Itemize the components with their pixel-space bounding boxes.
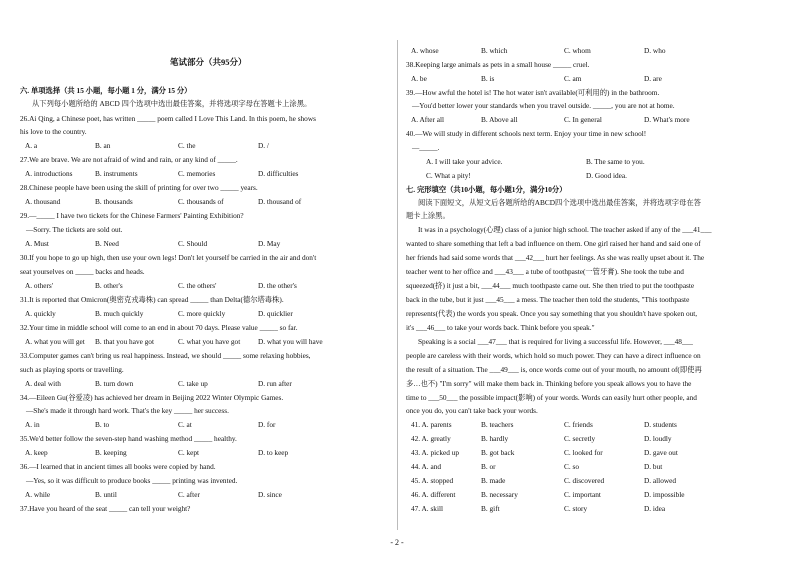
answer-option: D. who: [644, 46, 666, 55]
answer-option: C. take up: [178, 379, 208, 388]
answer-option: A. what you will get: [25, 337, 85, 346]
text-line: teacher went to her office and ___43___ a tube of toothpaste(一管牙膏). She took the tube and: [406, 267, 684, 276]
answer-option: B. hardly: [481, 434, 509, 443]
answer-option: C. am: [564, 74, 582, 83]
text-line: —You'd better lower your standards when you travel outside. _____, you are not at home.: [412, 101, 675, 110]
answer-option: B. is: [481, 74, 495, 83]
answer-option: D. Good idea.: [586, 171, 627, 180]
answer-option: B. The same to you.: [586, 157, 645, 166]
section-heading: 六. 单项选择（共 15 小题，每小题 1 分，满分 15 分）: [20, 86, 192, 95]
answer-option: D. but: [644, 462, 663, 471]
text-line: 36.—I learned that in ancient times all books were copied by hand.: [20, 462, 216, 471]
answer-option: B. an: [95, 141, 111, 150]
text-line: 多…也不) "I'm sorry" will make them back in. Thinking before you speak allows you to have the: [406, 379, 692, 388]
answer-option: C. kept: [178, 448, 200, 457]
answer-option: C. so: [564, 462, 580, 471]
answer-option: D. the other's: [258, 281, 297, 290]
answer-option: 43. A. picked up: [411, 448, 460, 457]
answer-option: A. while: [25, 490, 51, 499]
answer-option: B. or: [481, 462, 496, 471]
text-line: 28.Chinese people have been using the skill of printing for over two _____ years.: [20, 183, 258, 192]
text-line: Speaking is a social ___47___ that is required for living a successful life. However, ___48___: [418, 337, 693, 346]
answer-option: C. friends: [564, 420, 593, 429]
answer-option: C. Should: [178, 239, 208, 248]
text-line: 29.—_____ I have two tickets for the Chinese Farmers' Painting Exhibition?: [20, 211, 244, 220]
text-line: —_____.: [412, 143, 440, 152]
text-line: It was in a psychology(心理) class of a junior high school. The teacher asked if any of the ___41___: [418, 225, 712, 234]
text-line: 32.Your time in middle school will come to an end in about 70 days. Please value _____ so far.: [20, 323, 298, 332]
answer-option: C. what you have got: [178, 337, 241, 346]
answer-option: 46. A. different: [411, 490, 456, 499]
answer-option: B. which: [481, 46, 508, 55]
answer-option: D. loudly: [644, 434, 672, 443]
answer-option: A. I will take your advice.: [426, 157, 503, 166]
answer-option: 47. A. skill: [411, 504, 444, 513]
answer-option: A. others': [25, 281, 54, 290]
text-line: represents(代表) the words you speak. Once you say something that you shouldn't have spoken out,: [406, 309, 698, 318]
answer-option: A. be: [411, 74, 427, 83]
answer-option: B. made: [481, 476, 506, 485]
answer-option: 41. A. parents: [411, 420, 452, 429]
answer-option: D. difficulties: [258, 169, 299, 178]
answer-option: B. until: [95, 490, 117, 499]
text-line: 30.If you hope to go up high, then use your own legs! Don't let yourself be carried in the air and don't: [20, 253, 317, 262]
answer-option: C. the others': [178, 281, 217, 290]
page-number: - 2 -: [390, 538, 404, 547]
answer-option: D. are: [644, 74, 662, 83]
answer-option: B. teachers: [481, 420, 514, 429]
text-line: —She's made it through hard work. That's the key _____ her success.: [26, 406, 229, 415]
text-line: seat yourselves on _____ backs and heads.: [20, 267, 145, 276]
text-line: 33.Computer games can't bring us real happiness. Instead, we should _____ some relaxing hobbies,: [20, 351, 311, 360]
text-line: once you do, you can't take back your words.: [406, 406, 538, 415]
answer-option: B. instruments: [95, 169, 138, 178]
answer-option: C. more quickly: [178, 309, 226, 318]
text-line: 40.—We will study in different schools next term. Enjoy your time in new school!: [406, 129, 647, 138]
answer-option: B. to: [95, 420, 110, 429]
answer-option: B. turn down: [95, 379, 134, 388]
answer-option: A. introductions: [25, 169, 73, 178]
answer-option: A. Must: [25, 239, 49, 248]
answer-option: D. since: [258, 490, 282, 499]
answer-option: C. after: [178, 490, 200, 499]
text-line: 从下列每小题所给的 ABCD 四个选项中选出最佳答案，并将选项字母在答题卡上涂黑。: [32, 99, 312, 108]
answer-option: D. allowed: [644, 476, 677, 485]
answer-option: A. whose: [411, 46, 439, 55]
answer-option: B. gift: [481, 504, 500, 513]
text-line: 题卡上涂黑。: [406, 211, 450, 220]
answer-option: A. thousand: [25, 197, 61, 206]
answer-option: 44. A. and: [411, 462, 441, 471]
text-line: time to ___50___ the possible impact(影响) of your words. Words can easily hurt other people, and: [406, 393, 697, 402]
answer-option: B. Need: [95, 239, 119, 248]
answer-option: C. discovered: [564, 476, 605, 485]
answer-option: C. What a pity!: [426, 171, 471, 180]
text-line: 37.Have you heard of the seat _____ can tell your weight?: [20, 504, 191, 513]
answer-option: D. to keep: [258, 448, 289, 457]
text-line: —Yes, so it was difficult to produce books _____ printing was invented.: [26, 476, 238, 485]
answer-option: C. In general: [564, 115, 602, 124]
answer-option: B. Above all: [481, 115, 518, 124]
section-heading: 七. 完形填空（共10小题，每小题1分，满分10分）: [406, 185, 567, 194]
answer-option: C. the: [178, 141, 196, 150]
answer-option: A. quickly: [25, 309, 56, 318]
section-title: 笔试部分（共95分）: [170, 57, 247, 67]
answer-option: B. much quickly: [95, 309, 144, 318]
text-line: 阅读下面短文，从短文后各题所给的ABCD四个选项中选出最佳答案，并将选项字母在答: [418, 198, 701, 207]
text-line: 35.We'd better follow the seven-step hand washing method _____ healthy.: [20, 434, 237, 443]
answer-option: D. impossible: [644, 490, 685, 499]
text-line: such as playing sports or travelling.: [20, 365, 124, 374]
answer-option: D. what you will have: [258, 337, 323, 346]
answer-option: D. thousand of: [258, 197, 302, 206]
answer-option: A. keep: [25, 448, 48, 457]
text-line: 34.—Eileen Gu(谷爱凌) has achieved her dream in Beijing 2022 Winter Olympic Games.: [20, 393, 284, 402]
answer-option: D. students: [644, 420, 677, 429]
answer-option: A. a: [25, 141, 38, 150]
answer-option: 45. A. stopped: [411, 476, 454, 485]
answer-option: C. at: [178, 420, 192, 429]
answer-option: D. May: [258, 239, 281, 248]
answer-option: D. What's more: [644, 115, 690, 124]
answer-option: B. keeping: [95, 448, 127, 457]
answer-option: D. gave out: [644, 448, 678, 457]
answer-option: D. for: [258, 420, 276, 429]
answer-option: A. After all: [411, 115, 445, 124]
text-line: her friends had said some words that ___42___ hurt her feelings. As she was really upset about it. The: [406, 253, 705, 262]
text-line: 39.—How awful the hotel is! The hot water isn't available(可利用的) in the bathroom.: [406, 88, 660, 97]
text-line: 26.Ai Qing, a Chinese poet, has written _____ poem called I Love This Land. In this poem, he shows: [20, 114, 316, 123]
answer-option: D. run after: [258, 379, 292, 388]
answer-option: C. thousands of: [178, 197, 224, 206]
answer-option: 42. A. greatly: [411, 434, 451, 443]
text-line: back in the tube, but it just ___45___ a mess. The teacher then told the students, "This toothpaste: [406, 295, 690, 304]
answer-option: A. in: [25, 420, 40, 429]
answer-option: B. other's: [95, 281, 123, 290]
answer-option: D. quicklier: [258, 309, 293, 318]
text-line: people are careless with their words, which hold so much power. They can have a direct influence on: [406, 351, 701, 360]
answer-option: C. looked for: [564, 448, 603, 457]
answer-option: A. deal with: [25, 379, 61, 388]
answer-option: B. necessary: [481, 490, 518, 499]
text-line: 31.It is reported that Omicron(奥密克戎毒株) can spread _____ than Delta(德尔塔毒株).: [20, 295, 284, 304]
answer-option: D. /: [258, 141, 269, 150]
text-line: —Sorry. The tickets are sold out.: [26, 225, 123, 234]
answer-option: B. got back: [481, 448, 515, 457]
text-line: it's ___46___ to take your words back. Think before you speak.": [406, 323, 595, 332]
column-divider: [397, 40, 398, 530]
answer-option: C. important: [564, 490, 601, 499]
text-line: squeezed(挤) it just a bit, ___44___ much toothpaste came out. She then tried to put the toothpaste: [406, 281, 695, 290]
text-line: 27.We are brave. We are not afraid of wind and rain, or any kind of _____.: [20, 155, 238, 164]
text-line: 38.Keeping large animals as pets in a small house _____ cruel.: [406, 60, 590, 69]
text-line: wanted to share something that left a bad influence on them. One girl raised her hand and said one of: [406, 239, 701, 248]
answer-option: D. idea: [644, 504, 666, 513]
answer-option: C. story: [564, 504, 588, 513]
answer-option: C. secretly: [564, 434, 596, 443]
text-line: his love to the country.: [20, 127, 87, 136]
answer-option: B. that you have got: [95, 337, 154, 346]
answer-option: B. thousands: [95, 197, 133, 206]
answer-option: C. whom: [564, 46, 591, 55]
text-line: the result of a situation. The ___49___ is, once words come out of your mouth, no amount of(即使再: [406, 365, 702, 374]
answer-option: C. memories: [178, 169, 216, 178]
